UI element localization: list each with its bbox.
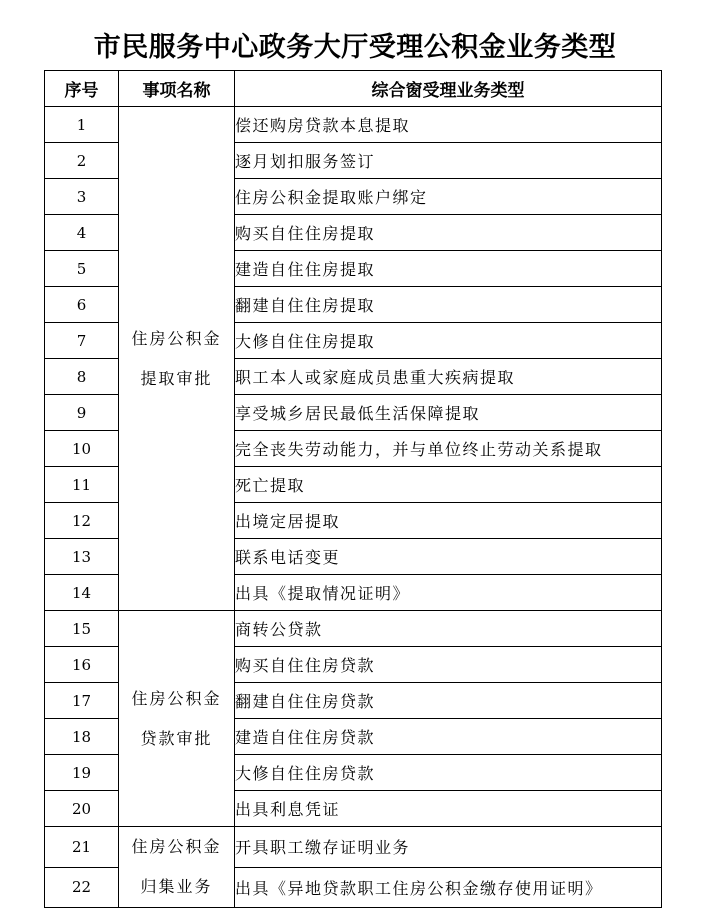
business-type: 出境定居提取	[235, 503, 662, 539]
table-row	[45, 107, 662, 143]
row-number: 20	[45, 791, 119, 827]
category-loan	[119, 611, 235, 827]
row-number: 7	[45, 323, 119, 359]
row-number: 12	[45, 503, 119, 539]
row-number: 17	[45, 683, 119, 719]
row-number: 21	[45, 827, 119, 868]
business-type: 大修自住住房贷款	[235, 755, 662, 791]
table-row	[45, 611, 662, 647]
row-number: 2	[45, 143, 119, 179]
row-number: 18	[45, 719, 119, 755]
header-item-name: 事项名称	[119, 71, 235, 107]
business-type: 商转公贷款	[235, 611, 662, 647]
row-number: 5	[45, 251, 119, 287]
business-type: 享受城乡居民最低生活保障提取	[235, 395, 662, 431]
table-row	[45, 827, 662, 868]
category-name-line: 住房公积金	[131, 688, 222, 708]
category-withdrawal	[119, 107, 235, 611]
business-type: 开具职工缴存证明业务	[235, 827, 662, 868]
business-type: 逐月划扣服务签订	[235, 143, 662, 179]
row-number: 8	[45, 359, 119, 395]
row-number: 16	[45, 647, 119, 683]
business-type-table	[44, 70, 662, 908]
row-number: 1	[45, 107, 119, 143]
business-type: 联系电话变更	[235, 539, 662, 575]
business-type: 完全丧失劳动能力，并与单位终止劳动关系提取	[235, 431, 662, 467]
business-type: 出具《异地贷款职工住房公积金缴存使用证明》	[235, 867, 662, 908]
business-type: 住房公积金提取账户绑定	[235, 179, 662, 215]
row-number: 13	[45, 539, 119, 575]
row-number: 11	[45, 467, 119, 503]
business-type: 死亡提取	[235, 467, 662, 503]
business-type: 出具利息凭证	[235, 791, 662, 827]
category-name-line: 贷款审批	[140, 728, 213, 748]
category-name-line: 归集业务	[140, 877, 213, 896]
business-type: 建造自住住房贷款	[235, 719, 662, 755]
row-number: 15	[45, 611, 119, 647]
business-type: 翻建自住住房贷款	[235, 683, 662, 719]
business-type: 建造自住住房提取	[235, 251, 662, 287]
row-number: 6	[45, 287, 119, 323]
row-number: 4	[45, 215, 119, 251]
row-number: 19	[45, 755, 119, 791]
category-name-line: 提取审批	[140, 368, 213, 388]
business-type: 出具《提取情况证明》	[235, 575, 662, 611]
row-number: 3	[45, 179, 119, 215]
business-type: 偿还购房贷款本息提取	[235, 107, 662, 143]
category-name-line: 住房公积金	[131, 328, 222, 348]
category-collection	[119, 827, 235, 908]
row-number: 10	[45, 431, 119, 467]
row-number: 22	[45, 867, 119, 908]
business-type: 翻建自住住房提取	[235, 287, 662, 323]
business-type: 大修自住住房提取	[235, 323, 662, 359]
category-name-line: 住房公积金	[131, 837, 222, 856]
business-type: 购买自住住房提取	[235, 215, 662, 251]
table-header-row	[45, 71, 662, 107]
header-index: 序号	[45, 71, 119, 107]
business-type: 购买自住住房贷款	[235, 647, 662, 683]
row-number: 14	[45, 575, 119, 611]
row-number: 9	[45, 395, 119, 431]
header-business-type: 综合窗受理业务类型	[235, 71, 662, 107]
business-type: 职工本人或家庭成员患重大疾病提取	[235, 359, 662, 395]
page-title: 市民服务中心政务大厅受理公积金业务类型	[93, 32, 617, 63]
